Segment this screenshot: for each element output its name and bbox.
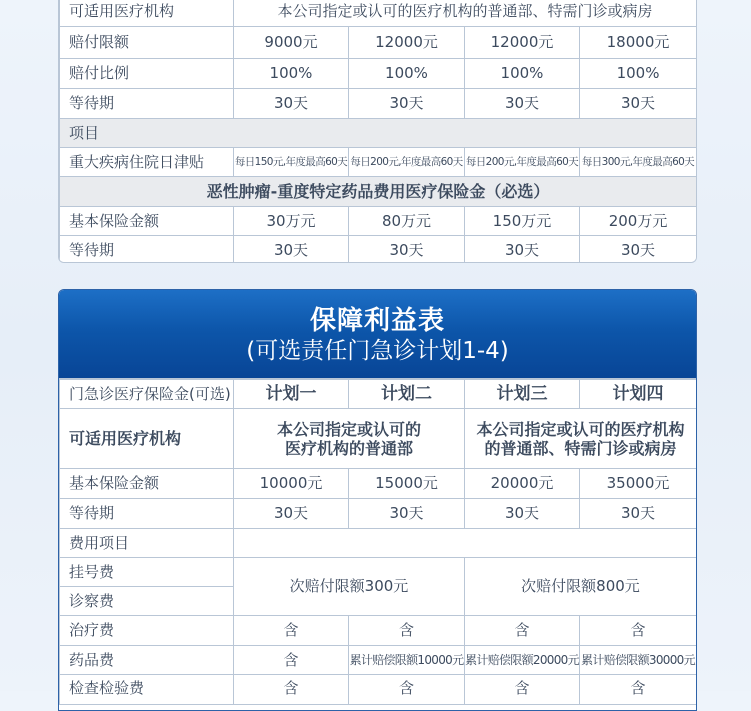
registration-limit-plan34: 次赔付限额800元: [465, 558, 697, 616]
table-row: [60, 27, 697, 59]
ratio-plan4: 100%: [580, 59, 697, 89]
tumor-amount-plan2: 80万元: [349, 207, 465, 236]
institution-plan12-line2: 医疗机构的普通部: [284, 438, 413, 458]
table-row: [60, 675, 697, 705]
table-row: [60, 89, 697, 119]
exam-plan4: 含: [580, 675, 697, 705]
tumor-amount-plan4: 200万元: [580, 207, 697, 236]
outpatient-header-label: 门急诊医疗保险金(可选): [60, 380, 234, 409]
institution-plan34: [465, 409, 697, 469]
table-row: [60, 499, 697, 529]
plan4-header: 计划四: [580, 380, 697, 409]
allowance-plan1: 每日150元,年度最高60天: [234, 148, 349, 177]
amount-plan3: 20000元: [465, 469, 580, 499]
limit-plan4: 18000元: [580, 27, 697, 59]
waiting-label: 等待期: [60, 499, 234, 529]
medicine-plan2: 累计赔偿限额10000元: [349, 646, 465, 675]
allowance-plan4: 每日300元,年度最高60天: [580, 148, 697, 177]
institution-plan12-line1: 本公司指定或认可的: [276, 419, 421, 439]
limit-plan1: 9000元: [234, 27, 349, 59]
treatment-plan4: 含: [580, 616, 697, 646]
waiting-plan1: 30天: [234, 499, 349, 529]
registration-label: 挂号费: [60, 558, 234, 587]
plan2-header: 计划二: [349, 380, 465, 409]
waiting-plan2: 30天: [349, 89, 465, 119]
waiting-label: 等待期: [60, 89, 234, 119]
medicine-label: 药品费: [60, 646, 234, 675]
medicine-plan4: 累计赔偿限额30000元: [580, 646, 697, 675]
table-row: [60, 380, 697, 409]
allowance-plan3: 每日200元,年度最高60天: [465, 148, 580, 177]
table-row: [60, 0, 697, 27]
allowance-label: 重大疾病住院日津贴: [60, 148, 234, 177]
exam-plan3: 含: [465, 675, 580, 705]
benefit-table-subtitle: (可选责任门急诊计划1-4): [246, 338, 509, 364]
waiting-plan4: 30天: [580, 499, 697, 529]
table-row: [60, 646, 697, 675]
item-header: 项目: [60, 119, 697, 148]
tumor-amount-label: 基本保险金额: [60, 207, 234, 236]
amount-plan2: 15000元: [349, 469, 465, 499]
table-row: [60, 59, 697, 89]
waiting-plan3: 30天: [465, 499, 580, 529]
ratio-plan1: 100%: [234, 59, 349, 89]
table-row: [60, 409, 697, 469]
tumor-amount-plan1: 30万元: [234, 207, 349, 236]
benefit-table-outpatient: [58, 289, 697, 711]
medicine-plan1: 含: [234, 646, 349, 675]
limit-plan2: 12000元: [349, 27, 465, 59]
institution-label: 可适用医疗机构: [60, 409, 234, 469]
institution-plan34-line2: 的普通部、特需门诊或病房: [484, 438, 677, 458]
amount-plan4: 35000元: [580, 469, 697, 499]
waiting-plan2: 30天: [349, 499, 465, 529]
institution-plan12: [234, 409, 465, 469]
treatment-plan1: 含: [234, 616, 349, 646]
waiting-plan1: 30天: [234, 89, 349, 119]
institution-label: 可适用医疗机构: [60, 0, 234, 27]
table-row: [60, 469, 697, 499]
coverage-table-upper: [58, 0, 697, 263]
table-row: [60, 236, 697, 264]
benefit-table-title: 保障利益表: [309, 306, 445, 336]
ratio-plan2: 100%: [349, 59, 465, 89]
institution-plan34-line1: 本公司指定或认可的医疗机构: [476, 419, 685, 439]
waiting-plan4: 30天: [580, 89, 697, 119]
table-row: [60, 148, 697, 177]
amount-label: 基本保险金额: [60, 469, 234, 499]
institution-value: 本公司指定或认可的医疗机构的普通部、特需门诊或病房: [234, 0, 697, 27]
limit-plan3: 12000元: [465, 27, 580, 59]
consultation-label: 诊察费: [60, 587, 234, 616]
tumor-section-title: 恶性肿瘤-重度特定药品费用医疗保险金（必选）: [60, 177, 697, 207]
ratio-label: 赔付比例: [60, 59, 234, 89]
plan3-header: 计划三: [465, 380, 580, 409]
plan1-header: 计划一: [234, 380, 349, 409]
fee-items-label: 费用项目: [60, 529, 234, 558]
fee-items-blank: [234, 529, 697, 558]
treatment-plan3: 含: [465, 616, 580, 646]
registration-limit-plan12: 次赔付限额300元: [234, 558, 465, 616]
table-row: [60, 558, 697, 587]
table-row: [60, 119, 697, 148]
tumor-waiting-plan3: 30天: [465, 236, 580, 264]
exam-plan2: 含: [349, 675, 465, 705]
tumor-amount-plan3: 150万元: [465, 207, 580, 236]
tumor-waiting-label: 等待期: [60, 236, 234, 264]
table-row: [60, 207, 697, 236]
benefit-table-banner: [59, 290, 696, 379]
amount-plan1: 10000元: [234, 469, 349, 499]
exam-label: 检查检验费: [60, 675, 234, 705]
allowance-plan2: 每日200元,年度最高60天: [349, 148, 465, 177]
medicine-plan3: 累计赔偿限额20000元: [465, 646, 580, 675]
waiting-plan3: 30天: [465, 89, 580, 119]
treatment-plan2: 含: [349, 616, 465, 646]
table-row: [60, 177, 697, 207]
tumor-waiting-plan2: 30天: [349, 236, 465, 264]
tumor-waiting-plan1: 30天: [234, 236, 349, 264]
table-row: [60, 616, 697, 646]
exam-plan1: 含: [234, 675, 349, 705]
table-row: [60, 529, 697, 558]
ratio-plan3: 100%: [465, 59, 580, 89]
treatment-label: 治疗费: [60, 616, 234, 646]
tumor-waiting-plan4: 30天: [580, 236, 697, 264]
limit-label: 赔付限额: [60, 27, 234, 59]
